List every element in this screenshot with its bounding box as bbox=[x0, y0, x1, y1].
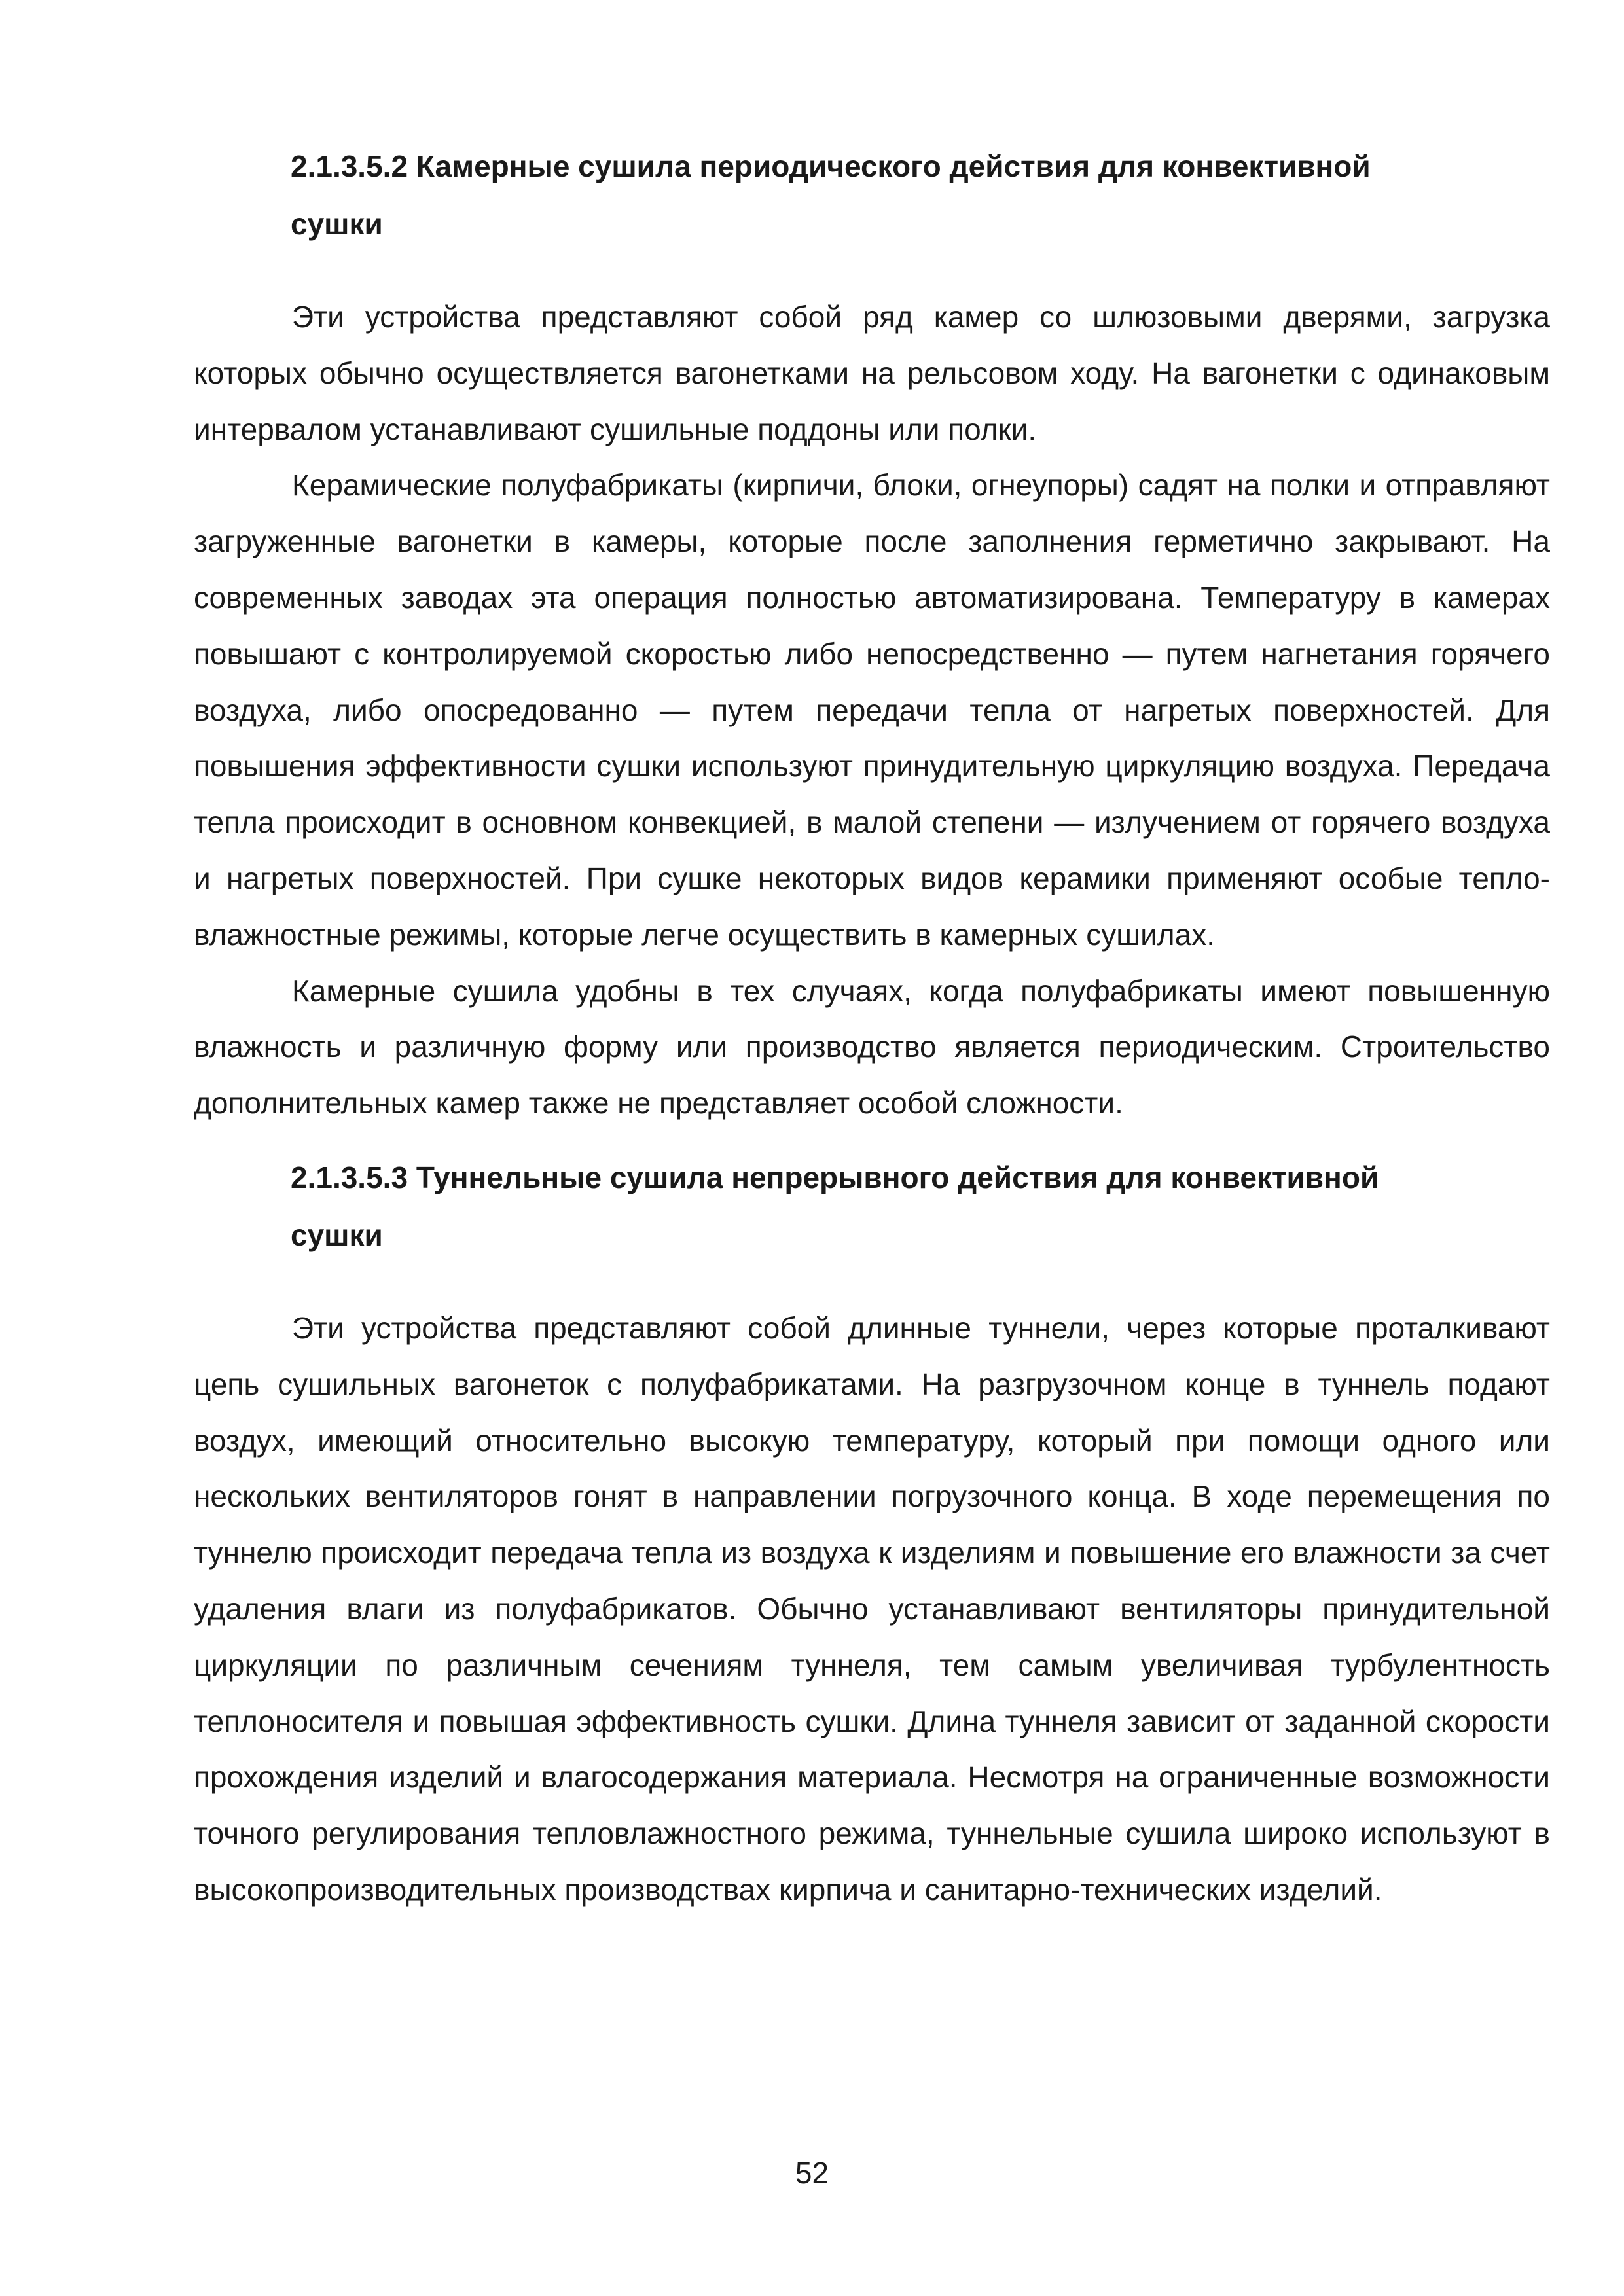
section-heading-2-1-3-5-3: 2.1.3.5.3 Туннельные сушила непрерывного действия для конвективной сушки bbox=[291, 1160, 1379, 1252]
page-number: 52 bbox=[795, 2156, 829, 2190]
section-heading-2-1-3-5-2: 2.1.3.5.2 Камерные сушила периодического действия для конвективной сушки bbox=[291, 149, 1371, 241]
paragraph: Эти устройства представляют собой ряд камер со шлюзовыми дверями, загрузка которых обычно осуществляется вагонетками на рельсовом ходу. На вагонетки с одинаковым интервалом устанавливают сушильные поддоны или полки. bbox=[194, 300, 1550, 446]
paragraph: Камерные сушила удобны в тех случаях, когда полуфабрикаты имеют повышенную влажность и различную форму или производство является периодическим. Строительство дополнительных камер также не представляет особой сложности. bbox=[194, 973, 1550, 1121]
page-content bbox=[194, 137, 1550, 1918]
paragraph: Эти устройства представляют собой длинные туннели, через которые проталкивают цепь сушильных вагонеток с полуфабрикатами. На разгрузочном конце в туннель подают воздух, имеющий относительно высокую температуру, который при помощи одного или нескольких вентиляторов гонят в направлении погрузочного конца. В ходе перемещения по туннелю происходит передача тепла из воздуха к изделиям и повышение его влажности за счет удаления влаги из полуфабрикатов. Обычно устанавливают вентиляторы принудительной циркуляции по различным сечениям туннеля, тем самым увеличивая турбулентность теплоносителя и повышая эффективность сушки. Длина туннеля зависит от заданной скорости прохождения изделий и влагосодержания материала. Несмотря на ограниченные возможности точного регулирования тепловлажностного режима, туннельные сушила широко используют в высокопроизводительных производствах кирпича и санитарно-технических изделий. bbox=[194, 1310, 1550, 1907]
paragraph: Керамические полуфабрикаты (кирпичи, блоки, огнеупоры) садят на полки и отправляют загруженные вагонетки в камеры, которые после заполнения герметично закрывают. На современных заводах эта операция полностью автоматизирована. Температуру в камерах повышают с контролируемой скоростью либо непосредственно — путем нагнетания горячего воздуха, либо опосредованно — путем передачи тепла от нагретых поверхностей. Для повышения эффективности сушки используют принудительную циркуляцию воздуха. Передача тепла происходит в основном конвекцией, в малой степени — излучением от горячего воздуха и нагретых поверхностей. При сушке некоторых видов керамики применяют особые тепло-влажностные режимы, которые легче осуществить в камерных сушилах. bbox=[194, 468, 1550, 952]
